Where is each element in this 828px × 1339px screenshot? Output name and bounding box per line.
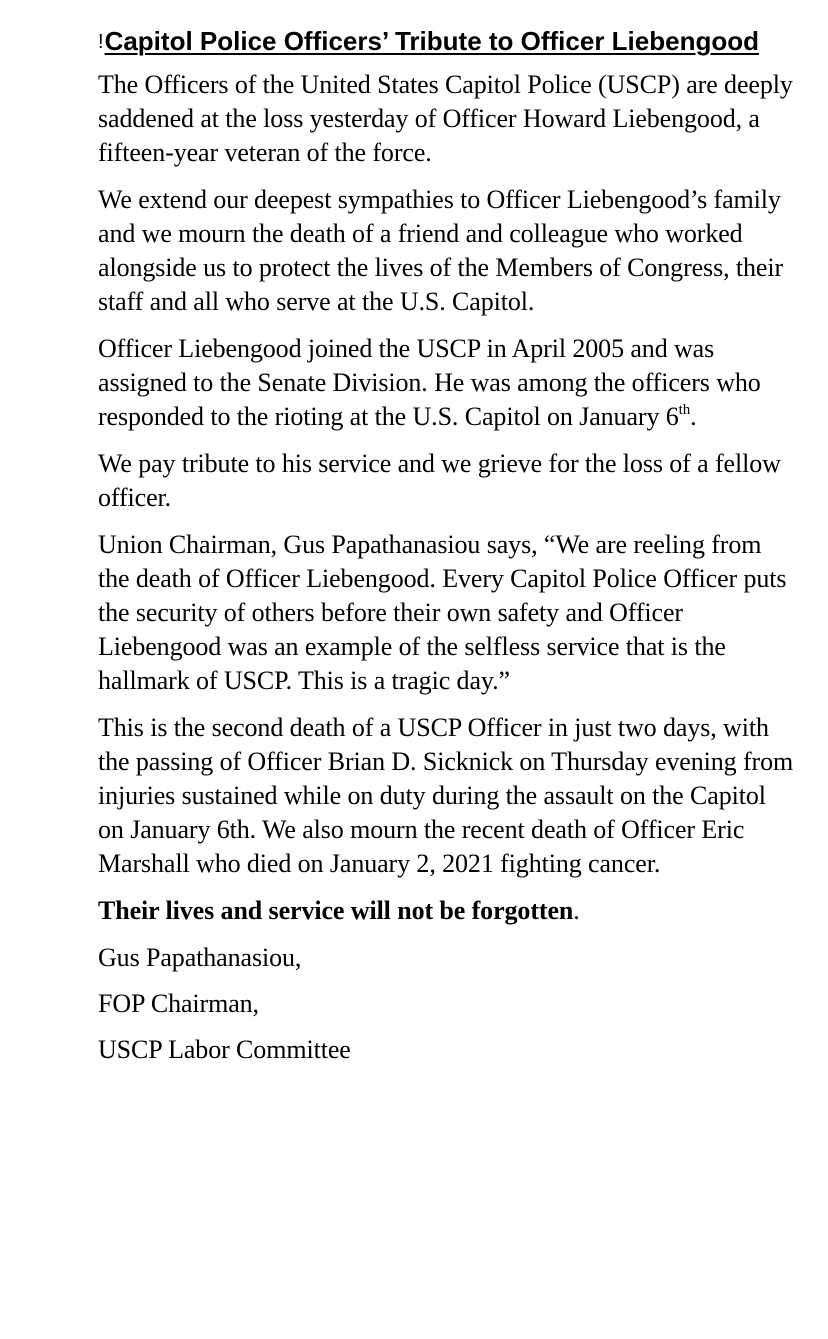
paragraph-7 [98,894,798,928]
paragraph-6: This is the second death of a USCP Officer in just two days, with the passing of Officer Brian D. Sicknick on Thursday evening from injuries sustained while on duty during the assault on the Capitol on January 6th. We also mourn the recent death of Officer Eric Marshall who died on January 2, 2021 fighting cancer. [98,713,794,878]
paragraph-5: Union Chairman, Gus Papathanasiou says, “We are reeling from the death of Officer Liebengood. Every Capitol Police Officer puts the security of others before their own safety and Officer Liebengood was an example of the selfless service that is the hallmark of USCP. This is a tragic day.” [98,530,787,695]
signature-org: USCP Labor Committee [98,1035,351,1064]
signature-role: FOP Chairman, [98,989,259,1018]
paragraph-2: We extend our deepest sympathies to Officer Liebengood’s family and we mourn the death of a friend and colleague who worked alongside us to protect the lives of the Members of Congress, their staff and all who serve at the U.S. Capitol. [98,185,784,316]
paragraph-4: We pay tribute to his service and we grieve for the loss of a fellow officer. [98,449,781,512]
paragraph-1: The Officers of the United States Capitol Police (USCP) are deeply saddened at the loss yesterday of Officer Howard Liebengood, a fifteen-year veteran of the force. [98,70,793,167]
paragraph-7-bold: Their lives and service will not be forgotten [98,896,574,925]
document-title [98,24,798,59]
signature-name: Gus Papathanasiou, [98,943,302,972]
paragraph-3-end: . [690,402,697,431]
title-text: Capitol Police Officers’ Tribute to Officer Liebengood [104,26,759,56]
paragraph-3 [98,332,798,434]
document [98,24,798,1079]
paragraph-7-end: . [573,896,580,925]
title-mark: ! [98,31,104,53]
paragraph-3-text: Officer Liebengood joined the USCP in April 2005 and was assigned to the Senate Division. He was among the officers who responded to the rioting at the U.S. Capitol on January 6 [98,334,761,431]
paragraph-3-superscript: th [678,402,691,418]
